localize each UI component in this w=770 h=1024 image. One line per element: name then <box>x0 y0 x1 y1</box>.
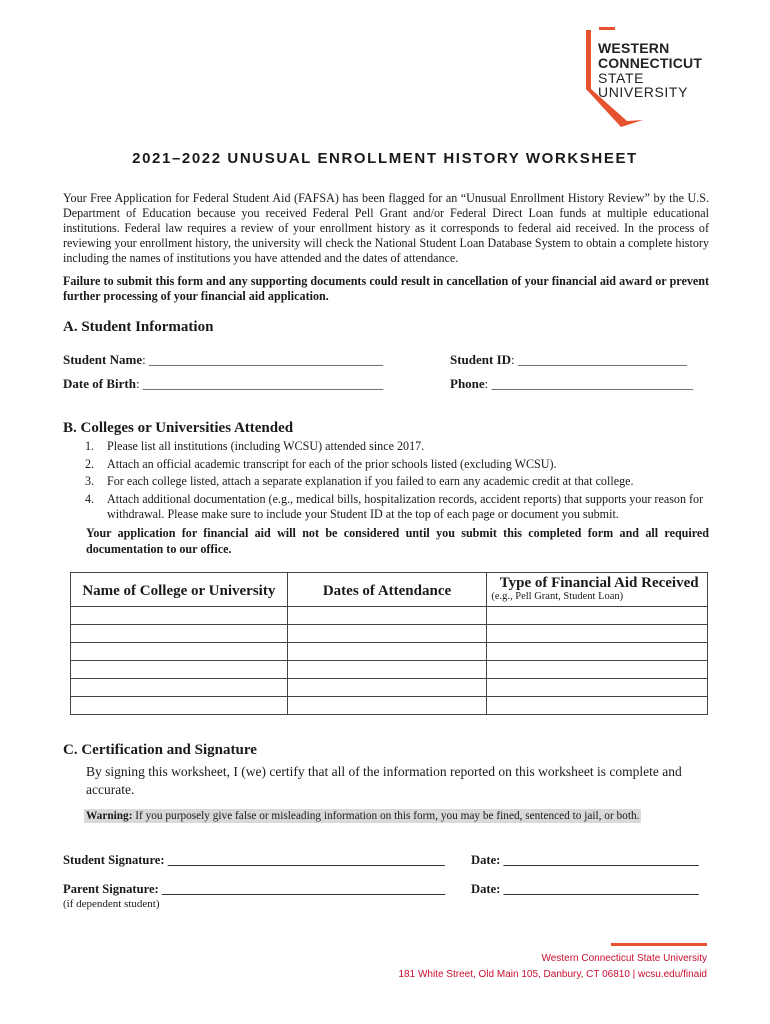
college-cell[interactable] <box>71 661 288 679</box>
section-b-heading: B. Colleges or Universities Attended <box>63 420 294 436</box>
student-name-field[interactable] <box>63 352 383 368</box>
dates-cell[interactable] <box>287 679 487 697</box>
dates-cell[interactable] <box>287 607 487 625</box>
dates-cell[interactable] <box>287 661 487 679</box>
certification-text: By signing this worksheet, I (we) certify that all of the information reported on this worksheet is complete and accurate. <box>86 764 682 797</box>
college-cell[interactable] <box>71 607 288 625</box>
university-logo <box>583 27 708 131</box>
aid-cell[interactable] <box>487 697 708 715</box>
warning-label: Warning: <box>86 810 133 822</box>
student-name-line[interactable]: : ____________________________________ <box>142 352 383 367</box>
footer-accent-bar <box>611 943 707 946</box>
instructions-list <box>63 439 711 525</box>
parent-date-field[interactable]: Date: _______________________________ <box>471 882 699 896</box>
student-date-field[interactable]: Date: _______________________________ <box>471 853 699 867</box>
required-documentation-note: Your application for financial aid will not be considered until you submit this completed form and all required documentation to our office. <box>86 526 709 556</box>
table-row <box>71 697 708 715</box>
phone-field[interactable] <box>450 376 693 392</box>
college-cell[interactable] <box>71 697 288 715</box>
college-cell[interactable] <box>71 679 288 697</box>
aid-cell[interactable] <box>487 607 708 625</box>
column-header-dates: Dates of Attendance <box>287 573 487 607</box>
logo-line-4: UNIVERSITY <box>598 84 689 100</box>
colleges-table <box>70 572 708 715</box>
dob-line[interactable]: : _____________________________________ <box>135 376 384 391</box>
table-row <box>71 625 708 643</box>
student-id-line[interactable]: : __________________________ <box>511 352 687 367</box>
parent-signature-note: (if dependent student) <box>63 898 160 910</box>
student-signature-field[interactable]: Student Signature: ____________________________________________ <box>63 853 445 867</box>
footer-address: 181 White Street, Old Main 105, Danbury, CT 06810 | wcsu.edu/finaid <box>398 969 707 980</box>
column-header-aid-type: Type of Financial Aid Received (e.g., Pell Grant, Student Loan) <box>487 573 708 607</box>
aid-cell[interactable] <box>487 679 708 697</box>
section-a-heading: A. Student Information <box>63 319 214 335</box>
logo-line-2: CONNECTICUT <box>598 55 703 71</box>
student-id-label: Student ID <box>450 352 512 367</box>
footer-university-name: Western Connecticut State University <box>541 953 707 964</box>
table-header-row <box>71 573 708 607</box>
intro-paragraph: Your Free Application for Federal Student Aid (FAFSA) has been flagged for an “Unusual Enrollment History Review” by the U.S. Department of Education because you received Federal Pell Grant and/or Federal Direct Loan funds at multiple educational institutions. Federal law requires a review of your enrollment history as it corresponds to federal aid received. In the process of reviewing your enrollment history, the university will check the National Student Loan Database System to obtain a complete history including the names of institutions you have attended and the dates of attendance. <box>63 191 709 265</box>
failure-notice: Failure to submit this form and any supporting documents could result in cancellation of your financial aid award or prevent further processing of your financial aid application. <box>63 274 709 303</box>
dob-field[interactable] <box>63 376 383 392</box>
table-row <box>71 679 708 697</box>
dob-label: Date of Birth <box>63 376 136 391</box>
table-row <box>71 661 708 679</box>
list-item: 2. Attach an official academic transcript for each of the prior schools listed (excluding WCSU). <box>85 456 557 471</box>
dates-cell[interactable] <box>287 625 487 643</box>
logo-line-3: STATE <box>598 70 645 86</box>
list-item: 4. Attach additional documentation (e.g., medical bills, hospitalization records, accident reports) that supports your reason for withdrawal. Please make sure to include your Student ID at the top of each page or document you submit. <box>85 491 704 521</box>
list-item: 1. Please list all institutions (including WCSU) attended since 2017. <box>85 439 425 453</box>
table-row <box>71 643 708 661</box>
dates-cell[interactable] <box>287 643 487 661</box>
logo-line-1: WESTERN <box>598 40 670 56</box>
parent-signature-field[interactable]: Parent Signature: _____________________________________________ <box>63 882 446 896</box>
phone-line[interactable]: : _______________________________ <box>484 376 694 391</box>
list-item: 3. For each college listed, attach a separate explanation if you failed to earn any academic credit at that college. <box>85 474 634 488</box>
college-cell[interactable] <box>71 643 288 661</box>
aid-cell[interactable] <box>487 643 708 661</box>
college-cell[interactable] <box>71 625 288 643</box>
aid-cell[interactable] <box>487 661 708 679</box>
aid-cell[interactable] <box>487 625 708 643</box>
warning-notice <box>84 809 641 823</box>
page-title: 2021–2022 UNUSUAL ENROLLMENT HISTORY WORKSHEET <box>132 150 638 167</box>
student-id-field[interactable] <box>450 352 687 368</box>
student-name-label: Student Name <box>63 352 143 367</box>
phone-label: Phone <box>450 376 485 391</box>
table-row <box>71 607 708 625</box>
dates-cell[interactable] <box>287 697 487 715</box>
warning-text: If you purposely give false or misleading information on this form, you may be fined, sentenced to jail, or both. <box>132 810 640 822</box>
section-c-heading: C. Certification and Signature <box>63 742 257 758</box>
column-header-college: Name of College or University <box>71 573 288 607</box>
